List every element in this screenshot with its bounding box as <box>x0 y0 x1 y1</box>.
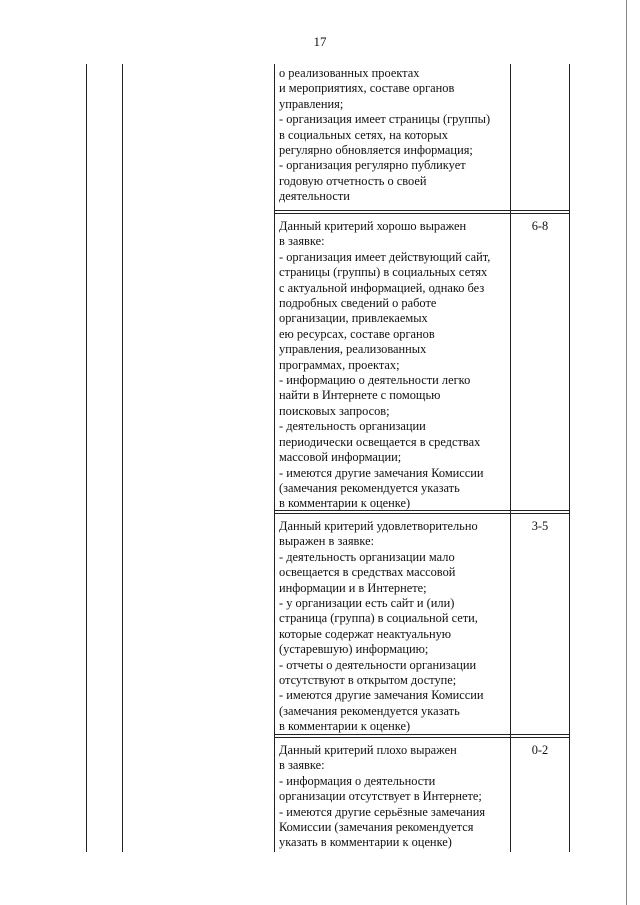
row-divider-1 <box>274 210 570 211</box>
row-divider-1b <box>274 213 570 214</box>
page-number: 17 <box>313 34 327 49</box>
criteria-table <box>86 64 570 852</box>
row-divider-3b <box>274 737 570 738</box>
score-good: 6-8 <box>531 219 549 233</box>
criterion-text-poor: Данный критерий плохо выражен в заявке: - информация о деятельности организации отсутствует в Интернете; - имеются другие серьёзные замечания Комиссии (замечания рекомендуется указать в комментарии к оценке) <box>279 743 486 850</box>
score-poor: 0-2 <box>531 743 549 757</box>
score-satisfactory: 3-5 <box>531 519 549 533</box>
table-column-divider-1 <box>122 64 123 852</box>
criterion-text-continuation: о реализованных проектах и мероприятиях, составе органов управления; - организация имеет страницы (группы) в социальных сетях, на которых регулярно обновляется информация; - организация регулярно публикует годовую отчетность о своей деятельности <box>279 66 491 204</box>
row-divider-2b <box>274 513 570 514</box>
criterion-text-satisfactory: Данный критерий удовлетворительно выражен в заявке: - деятельность организации мало освещается в средствах массовой информации и в Интернете; - у организации есть сайт и (или) страница (группа) в социальной сети, которые содержат неактуальную (устаревшую) информацию; - отчеты о деятельности организации отсутствуют в открытом доступе; - имеются другие замечания Комиссии (замечания рекомендуется указать в комментарии к оценке) <box>279 519 484 734</box>
criterion-text-good: Данный критерий хорошо выражен в заявке: - организация имеет действующий сайт, страницы (группы) в социальных сетях с актуальной информацией, однако без подробных сведений о работе организации, привлекаемых ею ресурсах, составе органов управления, реализованных программах, проектах; - информацию о деятельности легко найти в Интернете с помощью поисковых запросов; - деятельность организации периодически освещается в средствах массовой информации; - имеются другие замечания Комиссии (замечания рекомендуется указать в комментарии к оценке) <box>279 219 491 511</box>
table-border-left <box>86 64 87 852</box>
scan-edge-line <box>626 0 627 905</box>
